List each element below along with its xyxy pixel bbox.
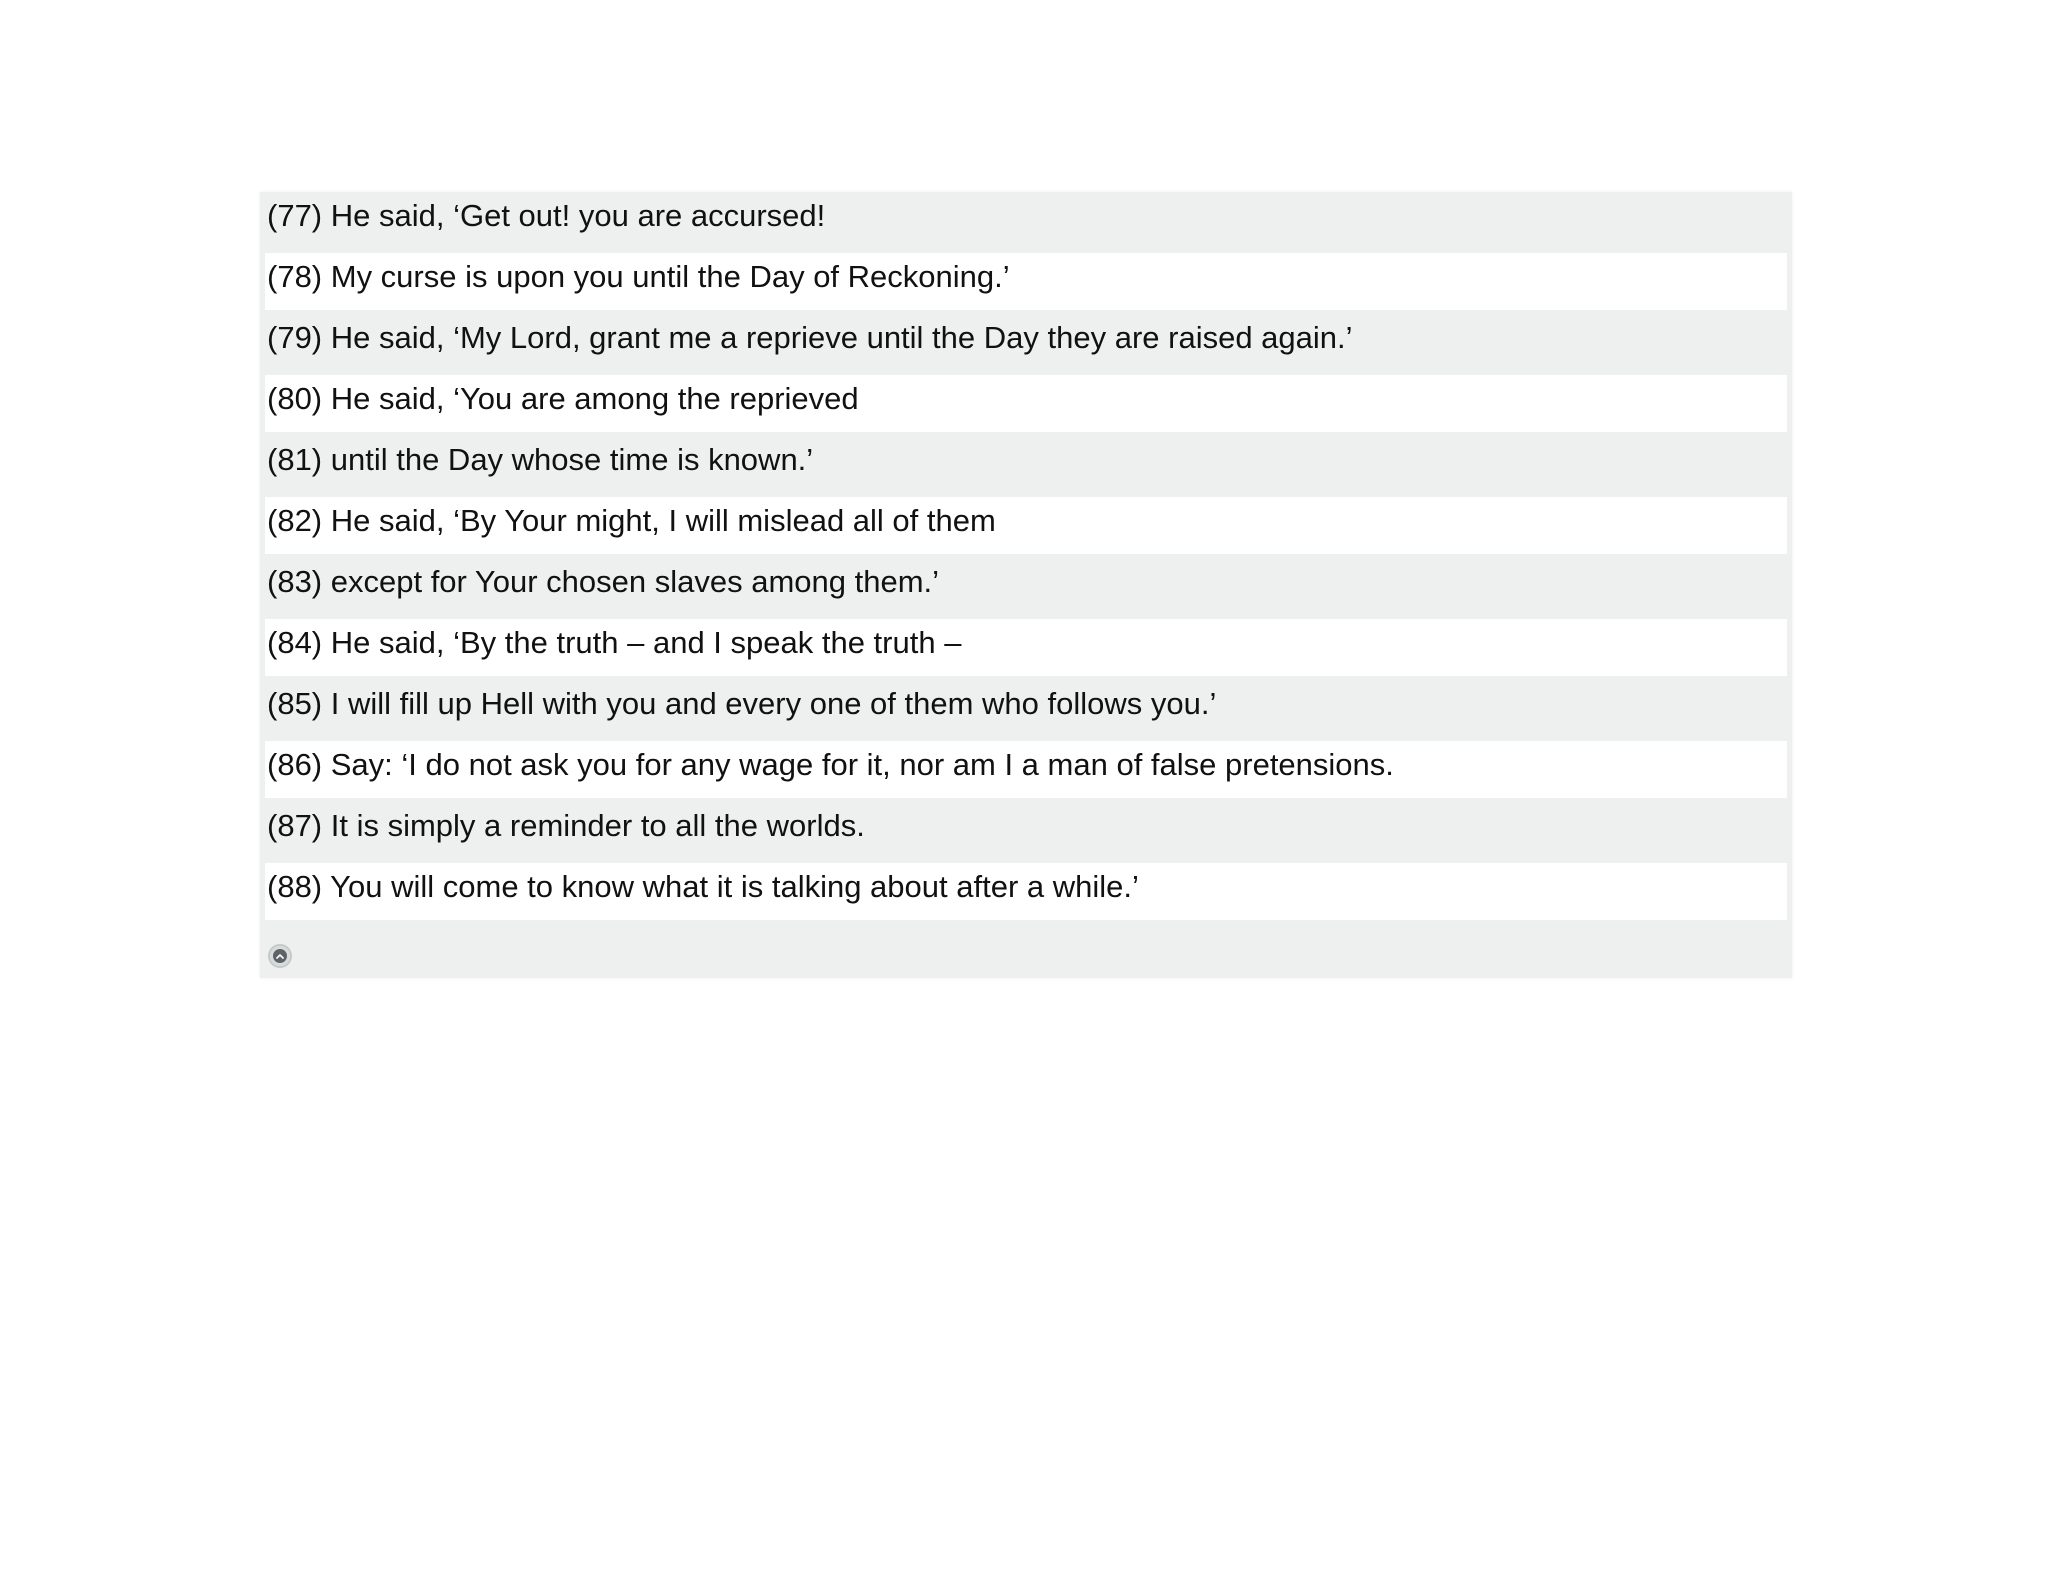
verse-row: (79) He said, ‘My Lord, grant me a reprieve until the Day they are raised again.’ [265, 314, 1787, 375]
verse-row: (85) I will fill up Hell with you and every one of them who follows you.’ [265, 680, 1787, 741]
back-to-top-button[interactable] [268, 944, 292, 968]
verse-list [265, 192, 1787, 924]
verse-row: (82) He said, ‘By Your might, I will mislead all of them [265, 497, 1787, 554]
verse-row: (80) He said, ‘You are among the reprieved [265, 375, 1787, 432]
chevron-up-icon [273, 949, 287, 963]
verse-row: (81) until the Day whose time is known.’ [265, 436, 1787, 497]
verse-row: (84) He said, ‘By the truth – and I speak the truth – [265, 619, 1787, 676]
verse-row: (78) My curse is upon you until the Day of Reckoning.’ [265, 253, 1787, 310]
verse-row: (77) He said, ‘Get out! you are accursed! [265, 192, 1787, 253]
verse-row: (88) You will come to know what it is talking about after a while.’ [265, 863, 1787, 920]
verse-row: (83) except for Your chosen slaves among them.’ [265, 558, 1787, 619]
verse-panel [260, 192, 1792, 978]
verse-row: (86) Say: ‘I do not ask you for any wage for it, nor am I a man of false pretensions. [265, 741, 1787, 798]
verse-row: (87) It is simply a reminder to all the worlds. [265, 802, 1787, 863]
